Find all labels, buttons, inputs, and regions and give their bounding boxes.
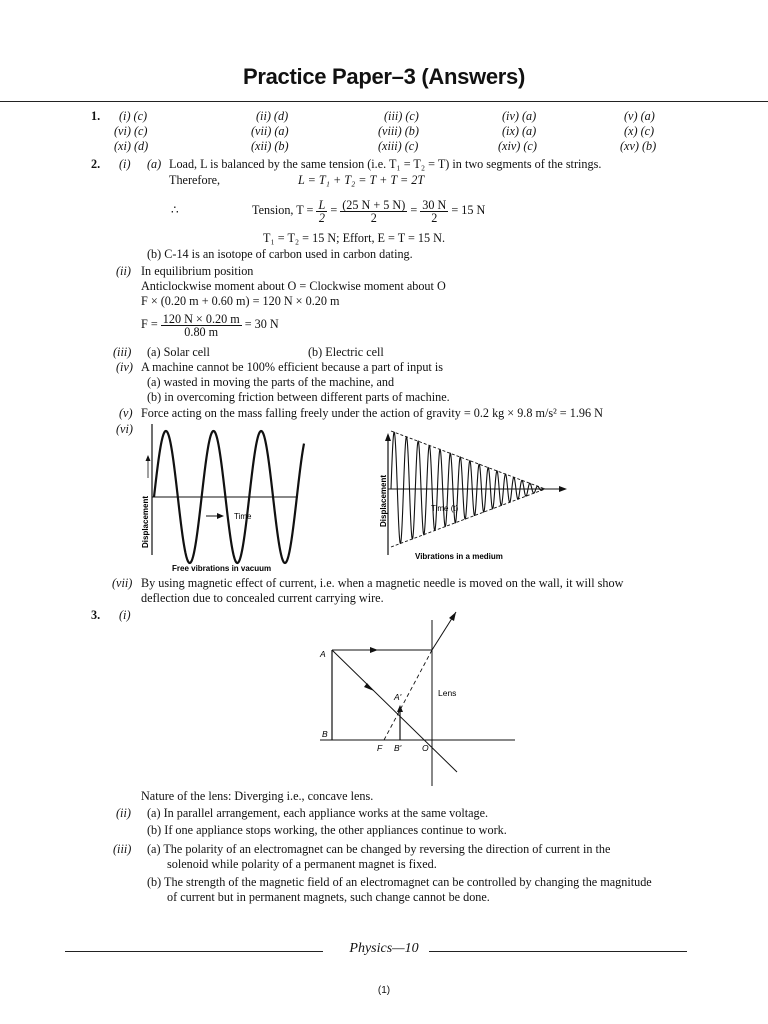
- iii-a: (a) Solar cell: [147, 345, 210, 359]
- force-equation: [141, 310, 279, 338]
- point-label: F: [377, 743, 383, 753]
- footer-rule-right: [429, 951, 687, 952]
- answer-cell: (xii) (b): [251, 139, 289, 153]
- displacement-label: Displacement: [141, 495, 150, 548]
- question-number-2: 2.: [91, 157, 101, 171]
- ii-line-1: In equilibrium position: [141, 264, 254, 278]
- fraction-numerator: (25 N + 5 N): [342, 197, 406, 212]
- therefore-symbol: ∴: [171, 203, 179, 217]
- footer-rule-left: [65, 951, 323, 952]
- fraction-denominator: 2: [370, 210, 377, 225]
- vii-line-2: deflection due to concealed current carrying wire.: [141, 591, 384, 605]
- q3-iii-a-1: (a) The polarity of an electromagnet can be changed by reversing the direction of current in the: [147, 842, 611, 856]
- answer-cell: (iii) (c): [384, 109, 419, 123]
- q3-ii-a: (a) In parallel arrangement, each appliance works at the same voltage.: [147, 806, 489, 820]
- point-label: B: [322, 729, 328, 739]
- virtual-ray: [384, 650, 432, 740]
- answer-cell: (x) (c): [624, 124, 655, 138]
- fraction-denominator: 2: [318, 210, 325, 225]
- arrow-head: [146, 455, 151, 461]
- arrow-head: [449, 612, 456, 621]
- answer-cell: (ii) (d): [256, 109, 289, 123]
- damped-vibration-graph: [375, 425, 575, 565]
- arrow-head: [559, 486, 567, 492]
- nature-of-lens: Nature of the lens: Diverging i.e., concave lens.: [141, 789, 374, 803]
- graph-caption: Vibrations in a medium: [415, 552, 503, 561]
- lens-label: Lens: [438, 688, 457, 698]
- therefore-text: Therefore,: [169, 173, 221, 187]
- force-result: = 30 N: [244, 317, 279, 331]
- free-vibration-graph: [138, 420, 318, 575]
- title-rule: [0, 101, 768, 102]
- part-label: (i): [119, 608, 131, 622]
- fraction-numerator: 120 N × 0.20 m: [162, 311, 240, 326]
- iii-b: (b) Electric cell: [308, 345, 384, 359]
- damped-wave: [391, 432, 545, 543]
- fraction: [420, 199, 448, 224]
- part-label: (ii): [116, 264, 131, 278]
- answer-cell: (i) (c): [119, 109, 148, 123]
- equation-load: L = T₁ + T₂ = T + T = 2T: [298, 173, 425, 187]
- ii-line-3: F × (0.20 m + 0.60 m) = 120 N × 0.20 m: [141, 294, 340, 308]
- q3-iii-b-1: (b) The strength of the magnetic field of an electromagnet can be controlled by changing the magnitude: [147, 875, 652, 889]
- part-label: (vi): [116, 422, 133, 436]
- vii-line-1: By using magnetic effect of current, i.e. when a magnetic needle is moved on the wall, it will show: [141, 576, 624, 590]
- fraction: [340, 199, 407, 224]
- point-label: A': [394, 692, 402, 702]
- part-label: (vii): [112, 576, 133, 590]
- iv-b: (b) in overcoming friction between different parts of machine.: [147, 390, 450, 404]
- footer-subject: Physics—10: [349, 941, 419, 956]
- part-label: (iii): [113, 345, 132, 359]
- q3-ii-b: (b) If one appliance stops working, the other appliances continue to work.: [147, 823, 507, 837]
- page-number: (1): [377, 985, 391, 996]
- v-text: Force acting on the mass falling freely under the action of gravity = 0.2 kg × 9.8 m/s² = 1.96 N: [141, 406, 603, 420]
- time-label: Time (t): [431, 504, 459, 513]
- tension-result: = 15 N: [451, 203, 486, 217]
- ray-diagram: [310, 608, 520, 786]
- fraction-denominator: 0.80 m: [184, 324, 219, 339]
- point-label: A: [320, 649, 326, 659]
- point-label: B': [394, 743, 402, 753]
- part-label: (v): [119, 406, 133, 420]
- arrow-head: [370, 647, 378, 653]
- ii-line-2: Anticlockwise moment about O = Clockwise moment about O: [141, 279, 446, 293]
- fraction-numerator: 30 N: [422, 197, 447, 212]
- q3-iii-a-2: solenoid while polarity of a permanent magnet is fixed.: [167, 857, 437, 871]
- arrow-head: [385, 433, 391, 441]
- fraction-numerator: L: [318, 197, 326, 212]
- equation-effort: T₁ = T₂ = 15 N; Effort, E = T = 15 N.: [263, 231, 446, 245]
- answer-cell: (xv) (b): [620, 139, 657, 153]
- answer-cell: (v) (a): [624, 109, 655, 123]
- question-number-3: 3.: [91, 608, 101, 622]
- answer-cell: (xi) (d): [114, 139, 149, 153]
- fraction: [316, 199, 327, 224]
- answer-cell: (ix) (a): [502, 124, 537, 138]
- arrow-head: [217, 513, 224, 519]
- answer-cell: (iv) (a): [502, 109, 537, 123]
- arrow-head: [364, 683, 374, 691]
- iv-line-1: A machine cannot be 100% efficient because a part of input is: [141, 360, 443, 374]
- answer-cell: (vii) (a): [251, 124, 289, 138]
- part-label: (iv): [116, 360, 133, 374]
- displacement-label: Displacement: [379, 474, 388, 527]
- page-title: Practice Paper–3 (Answers): [242, 64, 525, 89]
- iv-a: (a) wasted in moving the parts of the machine, and: [147, 375, 395, 389]
- q3-iii-b-2: of current but in permanent magnets, such change cannot be done.: [167, 890, 490, 904]
- force-lhs: F =: [141, 317, 158, 331]
- answer-cell: (vi) (c): [114, 124, 148, 138]
- part-label: (ii): [116, 806, 131, 820]
- q2-a-text: Load, L is balanced by the same tension (i.e. T₁ = T₂ = T) in two segments of the strings.: [169, 157, 602, 171]
- time-label: Time: [234, 512, 252, 521]
- fraction: [161, 313, 242, 338]
- central-ray: [332, 650, 457, 772]
- tension-lhs: Tension, T =: [252, 203, 314, 217]
- part-label: (iii): [113, 842, 132, 856]
- tension-equation: Tension, T = $\frac{L}{2}$ = $\frac{(25 N + 5 N)}{2}$ = $\frac{30 N}{2}$ = 15 N: [252, 197, 486, 225]
- answer-cell: (xiv) (c): [498, 139, 537, 153]
- fraction-denominator: 2: [431, 210, 438, 225]
- graph-caption: Free vibrations in vacuum: [172, 564, 272, 573]
- part-label: (i): [119, 157, 131, 171]
- question-number-1: 1.: [91, 109, 101, 123]
- answer-cell: (xiii) (c): [378, 139, 419, 153]
- point-label: O: [422, 743, 429, 753]
- answer-cell: (viii) (b): [378, 124, 419, 138]
- sub-part-label: (a): [147, 157, 162, 171]
- q2-b-text: (b) C-14 is an isotope of carbon used in carbon dating.: [147, 247, 413, 261]
